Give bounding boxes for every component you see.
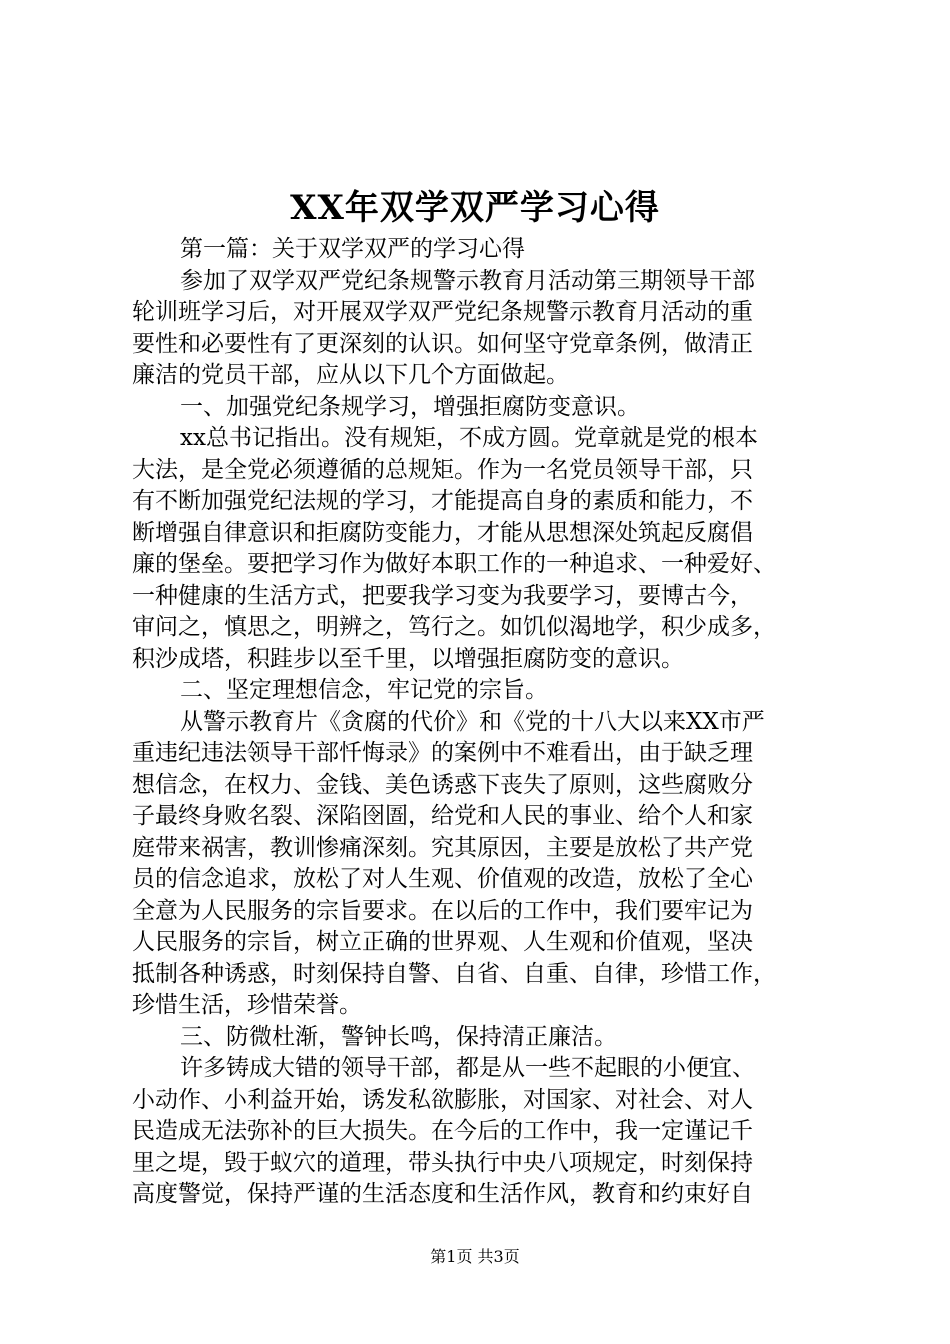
text-line: 全意为人民服务的宗旨要求。在以后的工作中，我们要牢记为 bbox=[132, 897, 753, 924]
page-number-footer: 第1页 共3页 bbox=[430, 1247, 520, 1266]
text-line-section-heading: 第一篇：关于双学双严的学习心得 bbox=[180, 236, 525, 262]
text-line: 人民服务的宗旨，树立正确的世界观、人生观和价值观，坚决 bbox=[132, 929, 753, 955]
text-line: 审问之，慎思之，明辨之，笃行之。如饥似渴地学，积少成多， bbox=[132, 614, 776, 640]
text-line: 里之堤，毁于蚁穴的道理，带头执行中央八项规定，时刻保持 bbox=[132, 1149, 753, 1176]
text-line: 断增强自律意识和拒腐防变能力，才能从思想深处筑起反腐倡 bbox=[132, 519, 753, 546]
text-line-paragraph-start: 许多铸成大错的领导干部，都是从一些不起眼的小便宜、 bbox=[180, 1055, 755, 1081]
text-line: 珍惜生活，珍惜荣誉。 bbox=[132, 992, 362, 1018]
text-line: 想信念，在权力、金钱、美色诱惑下丧失了原则，这些腐败分 bbox=[132, 771, 753, 798]
text-line: 轮训班学习后，对开展双学双严党纪条规警示教育月活动的重 bbox=[132, 299, 753, 325]
text-line-paragraph-start: xx总书记指出。没有规矩，不成方圆。党章就是党的根本 bbox=[180, 425, 758, 451]
text-line: 抵制各种诱惑，时刻保持自警、自省、自重、自律，珍惜工作， bbox=[132, 960, 776, 987]
text-line: 积沙成塔，积跬步以至千里，以增强拒腐防变的意识。 bbox=[132, 645, 684, 672]
text-line: 重违纪违法领导干部忏悔录》的案例中不难看出，由于缺乏理 bbox=[132, 740, 753, 766]
text-line: 子最终身败名裂、深陷囹圄，给党和人民的事业、给个人和家 bbox=[132, 803, 753, 829]
text-line-subheading: 二、坚定理想信念，牢记党的宗旨。 bbox=[180, 677, 548, 703]
text-line: 民造成无法弥补的巨大损失。在今后的工作中，我一定谨记千 bbox=[132, 1118, 753, 1144]
document-body bbox=[132, 234, 832, 1211]
text-line: 小动作、小利益开始，诱发私欲膨胀，对国家、对社会、对人 bbox=[132, 1086, 753, 1113]
text-line: 庭带来祸害，教训惨痛深刻。究其原因，主要是放松了共产党 bbox=[132, 834, 753, 861]
document-title: XX年双学双严学习心得 bbox=[290, 188, 660, 228]
text-line-subheading: 一、加强党纪条规学习，增强拒腐防变意识。 bbox=[180, 393, 640, 420]
text-line-subheading: 三、防微杜渐，警钟长鸣，保持清正廉洁。 bbox=[180, 1023, 617, 1050]
text-line: 要性和必要性有了更深刻的认识。如何坚守党章条例，做清正 bbox=[132, 330, 753, 357]
text-line-paragraph-start: 从警示教育片《贪腐的代价》和《党的十八大以来XX市严 bbox=[180, 708, 765, 735]
text-line: 有不断加强党纪法规的学习，才能提高自身的素质和能力，不 bbox=[132, 488, 753, 514]
text-line: 员的信念追求，放松了对人生观、价值观的改造，放松了全心 bbox=[132, 866, 753, 892]
text-line: 大法，是全党必须遵循的总规矩。作为一名党员领导干部，只 bbox=[132, 456, 753, 483]
text-line: 一种健康的生活方式，把要我学习变为我要学习，要博古今， bbox=[132, 582, 753, 609]
text-line: 廉洁的党员干部，应从以下几个方面做起。 bbox=[132, 362, 569, 388]
text-line-paragraph-start: 参加了双学双严党纪条规警示教育月活动第三期领导干部 bbox=[180, 267, 755, 294]
text-line: 高度警觉，保持严谨的生活态度和生活作风，教育和约束好自 bbox=[132, 1181, 753, 1207]
text-line: 廉的堡垒。要把学习作为做好本职工作的一种追求、一种爱好、 bbox=[132, 551, 776, 577]
